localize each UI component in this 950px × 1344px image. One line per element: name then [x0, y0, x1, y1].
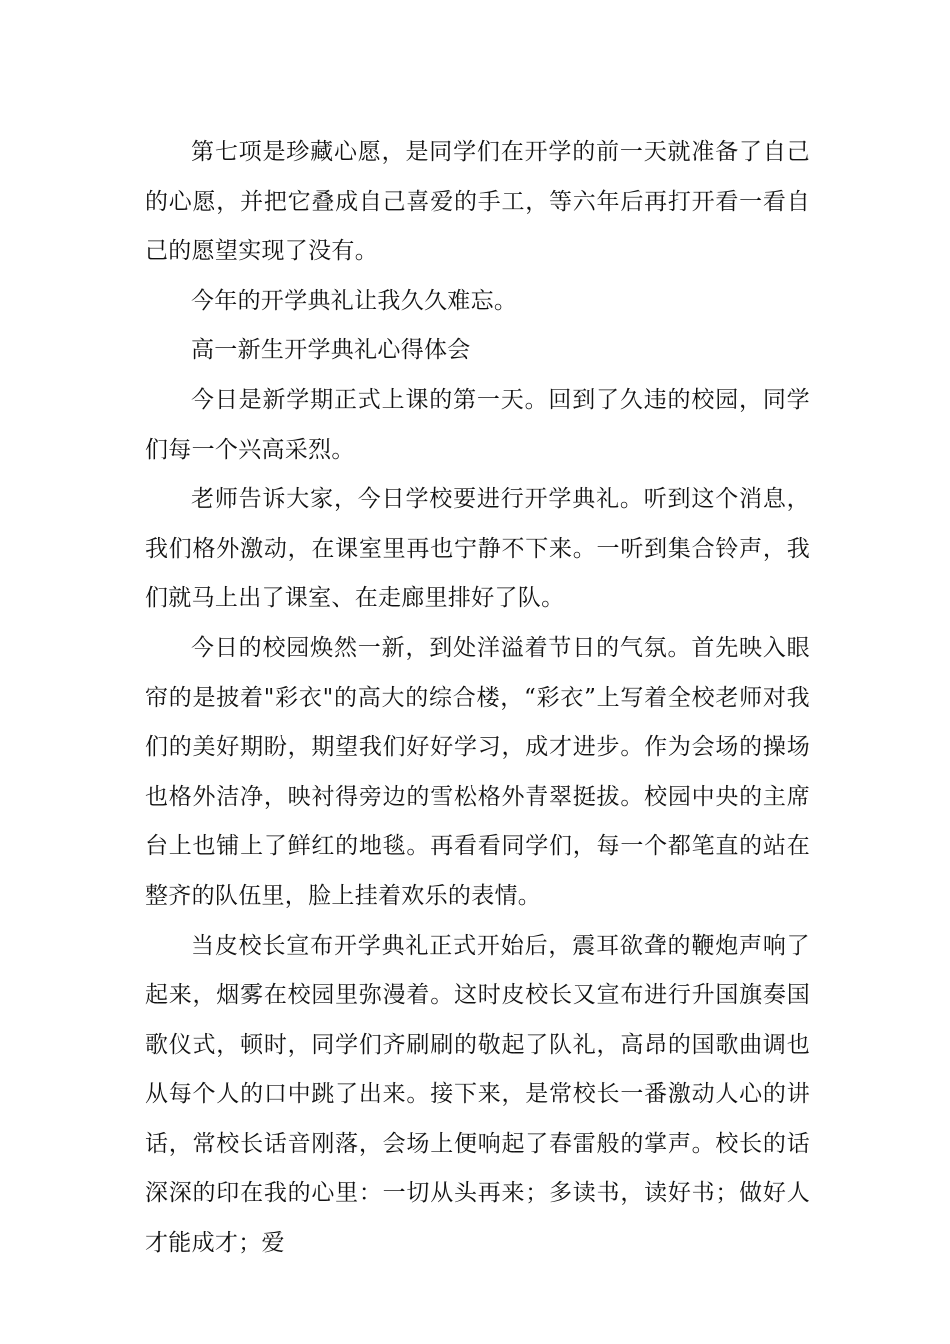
- paragraph-first-day: 今日是新学期正式上课的第一天。回到了久违的校园，同学们每一个兴高采烈。: [145, 386, 810, 463]
- essay-title: 高一新生开学典礼心得体会: [191, 337, 471, 364]
- paragraph-wish-treasure: 第七项是珍藏心愿，是同学们在开学的前一天就准备了自己的心愿，并把它叠成自己喜爱的手工，等六年后再打开看一看自己的愿望实现了没有。: [145, 139, 810, 265]
- document-body: [145, 128, 810, 1269]
- paragraph-teacher-announcement: 老师告诉大家，今日学校要进行开学典礼。听到这个消息，我们格外激动，在课室里再也宁静不下来。一听到集合铃声，我们就马上出了课室、在走廊里排好了队。: [145, 486, 810, 612]
- paragraph-campus-description: 今日的校园焕然一新，到处洋溢着节日的气氛。首先映入眼帘的是披着"彩衣"的高大的综合楼，“彩衣”上写着全校老师对我们的美好期盼，期望我们好好学习，成才进步。作为会场的操场也格外洁净，映衬得旁边的雪松格外青翠挺拔。校园中央的主席台上也铺上了鲜红的地毯。再看看同学们，每一个都笔直的站在整齐的队伍里，脸上挂着欢乐的表情。: [145, 634, 810, 909]
- paragraph-ceremony: 当皮校长宣布开学典礼正式开始后，震耳欲聋的鞭炮声响了起来，烟雾在校园里弥漫着。这时皮校长又宣布进行升国旗奏国歌仪式，顿时，同学们齐刷刷的敬起了队礼，高昂的国歌曲调也从每个人的口中跳了出来。接下来，是常校长一番激动人心的讲话，常校长话音刚落，会场上便响起了春雷般的掌声。校长的话深深的印在我的心里：一切从头再来；多读书，读好书；做好人才能成才；爱: [145, 932, 810, 1257]
- paragraph-unforgettable: 今年的开学典礼让我久久难忘。: [191, 287, 518, 314]
